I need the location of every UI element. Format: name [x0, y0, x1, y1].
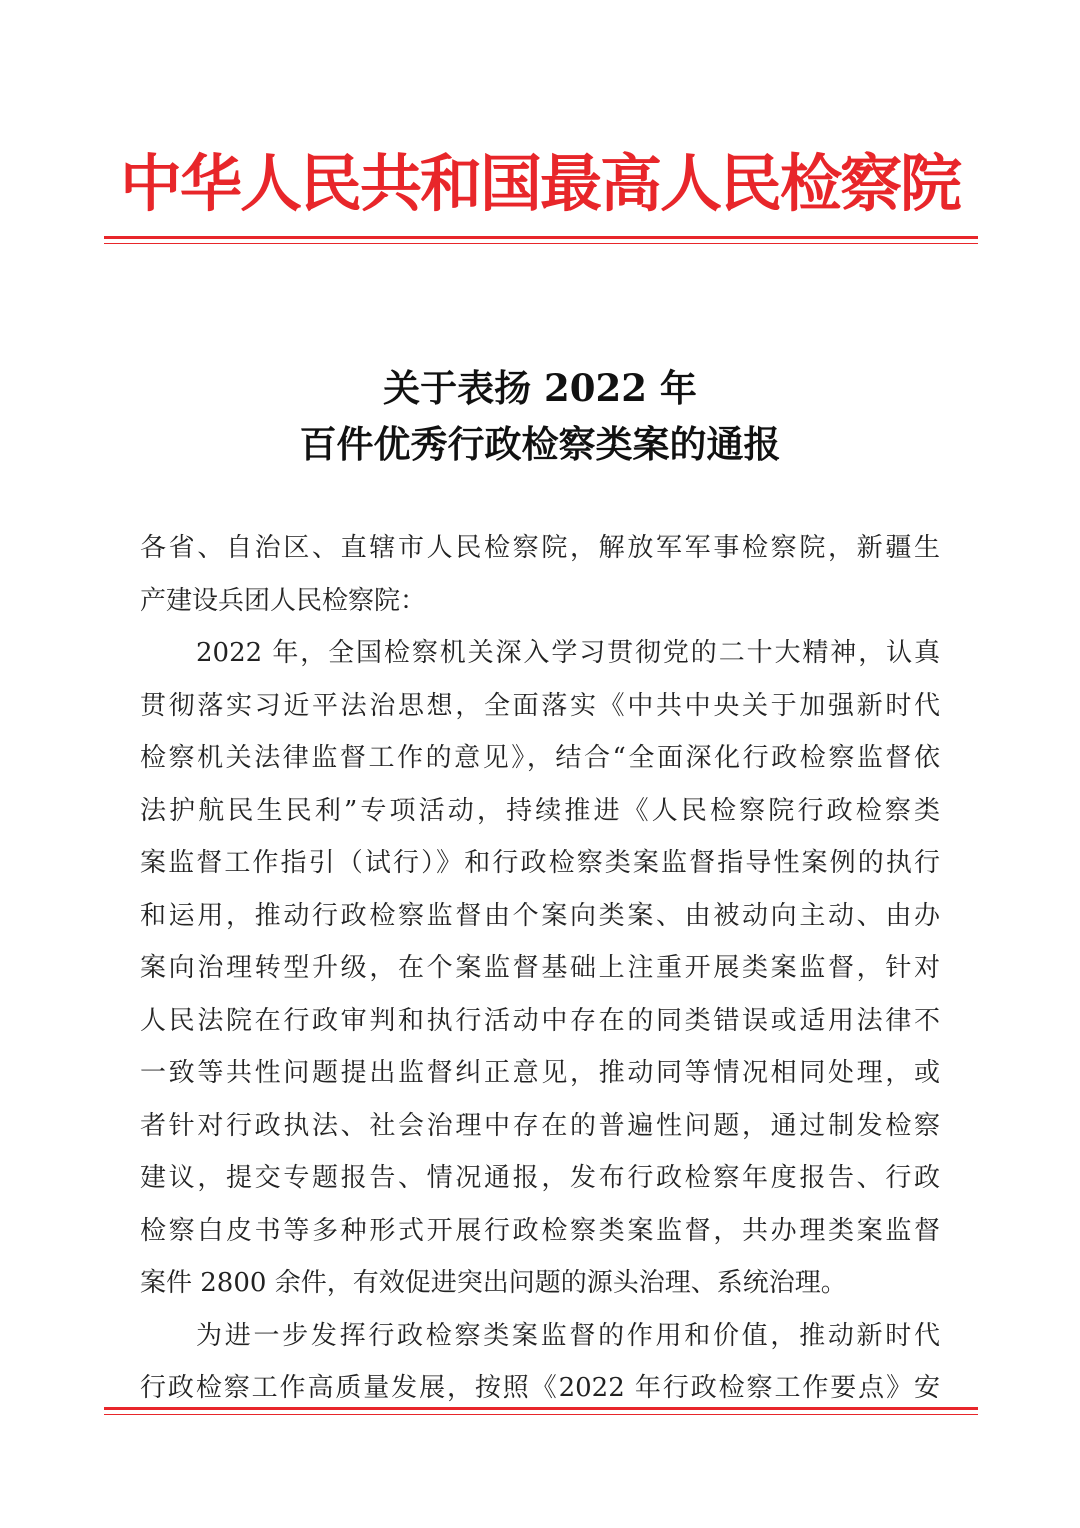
paragraph-line: 人民法院在行政审判和执行活动中存在的同类错误或适用法律不 — [140, 1005, 940, 1036]
addressee-line: 产建设兵团人民检察院： — [140, 585, 427, 616]
issuing-authority-header: 中华人民共和国最高人民检察院 — [119, 147, 960, 220]
paragraph-line: 行政检察工作高质量发展，按照《2022 年行政检察工作要点》安 — [140, 1373, 940, 1403]
paragraph-line: 贯彻落实习近平法治思想，全面落实《中共中央关于加强新时代 — [140, 690, 940, 721]
paragraph-line: 2022 年，全国检察机关深入学习贯彻党的二十大精神，认真 — [196, 638, 940, 668]
paragraph-line: 案监督工作指引（试行）》和行政检察类案监督指导性案例的执行 — [140, 848, 940, 878]
document-title-line-2: 百件优秀行政检察类案的通报 — [299, 422, 781, 466]
paragraph-line: 一致等共性问题提出监督纠正意见，推动同等情况相同处理，或 — [140, 1058, 940, 1088]
paragraph-line: 检察机关法律监督工作的意见》，结合“全面深化行政检察监督依 — [140, 743, 940, 773]
addressee-line: 各省、自治区、直辖市人民检察院，解放军军事检察院，新疆生 — [140, 533, 940, 563]
document-title-line-1: 关于表扬 2022 年 — [383, 366, 697, 410]
paragraph-line: 建议，提交专题报告、情况通报，发布行政检察年度报告、行政 — [140, 1163, 940, 1193]
paragraph-line: 案向治理转型升级，在个案监督基础上注重开展类案监督，针对 — [140, 953, 940, 983]
footer-red-rule — [104, 1407, 978, 1410]
paragraph-line: 案件 2800 余件，有效促进突出问题的源头治理、系统治理。 — [140, 1268, 847, 1298]
paragraph-line: 法护航民生民利”专项活动，持续推进《人民检察院行政检察类 — [140, 795, 940, 826]
paragraph-line: 为进一步发挥行政检察类案监督的作用和价值，推动新时代 — [196, 1320, 940, 1351]
header-red-rule — [104, 236, 978, 239]
paragraph-line: 和运用，推动行政检察监督由个案向类案、由被动向主动、由办 — [140, 900, 940, 931]
document-body — [140, 522, 940, 1415]
paragraph-line: 者针对行政执法、社会治理中存在的普遍性问题，通过制发检察 — [140, 1110, 940, 1141]
paragraph-line: 检察白皮书等多种形式开展行政检察类案监督，共办理类案监督 — [140, 1215, 940, 1246]
